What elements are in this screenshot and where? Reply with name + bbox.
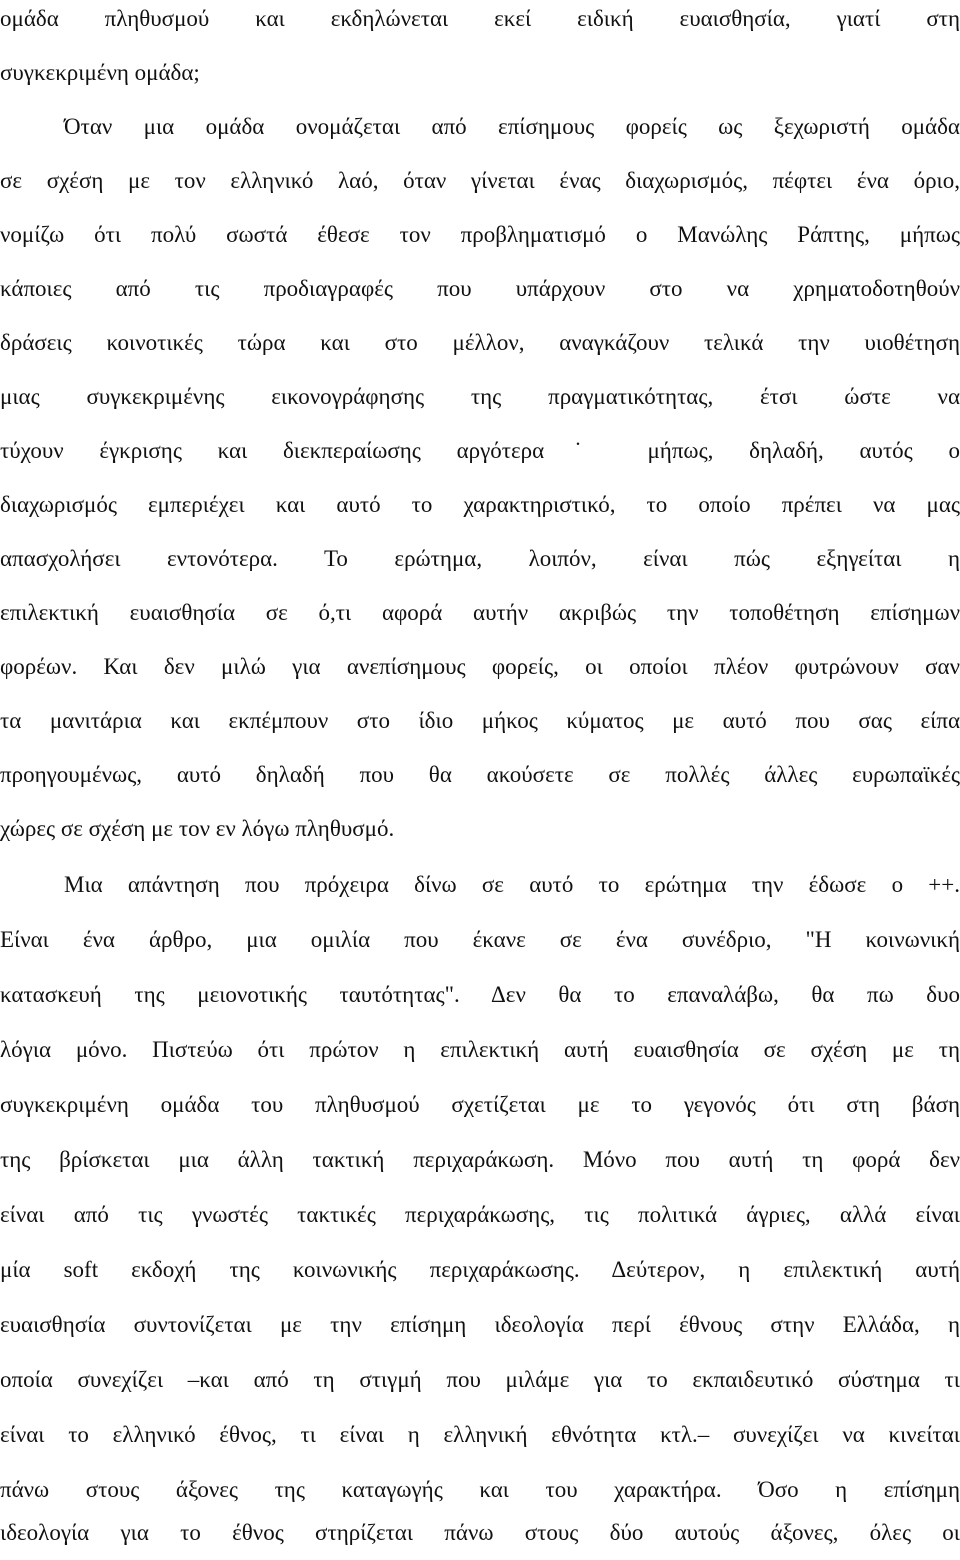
text-line: δράσεις κοινοτικές τώρα και στο μέλλον, αναγκάζουν τελικά την υιοθέτηση — [0, 330, 960, 355]
text-line: διαχωρισμός εμπεριέχει και αυτό το χαρακτηριστικό, το οποίο πρέπει να μας — [0, 492, 960, 517]
text-line: χώρες σε σχέση με τον εν λόγω πληθυσμό. — [0, 816, 395, 841]
text-line: Μια απάντηση που πρόχειρα δίνω σε αυτό το ερώτημα την έδωσε ο ++. — [64, 872, 960, 897]
text-line: Όταν μια ομάδα ονομάζεται από επίσημους φορείς ως ξεχωριστή ομάδα — [64, 114, 960, 139]
text-line: της βρίσκεται μια άλλη τακτική περιχαράκωση. Μόνο που αυτή τη φορά δεν — [0, 1147, 960, 1172]
text-line: ιδεολογία για το έθνος στηρίζεται πάνω στους δύο αυτούς άξονες, όλες οι — [0, 1520, 960, 1545]
text-line: είναι το ελληνικό έθνος, τι είναι η ελληνική εθνότητα κτλ.– συνεχίζει να κινείται — [0, 1422, 960, 1447]
text-line: κατασκευή της μειονοτικής ταυτότητας". Δεν θα το επαναλάβω, θα πω δυο — [0, 982, 960, 1007]
text-line: απασχολήσει εντονότερα. Το ερώτημα, λοιπόν, είναι πώς εξηγείται η — [0, 546, 960, 571]
text-line: νομίζω ότι πολύ σωστά έθεσε τον προβληματισμό ο Μανώλης Ράπτης, μήπως — [0, 222, 960, 247]
text-line: τύχουν έγκρισης και διεκπεραίωσης αργότερα˙ μήπως, δηλαδή, αυτός ο — [0, 438, 960, 463]
text-line: συγκεκριμένη ομάδα; — [0, 60, 200, 85]
text-line: μία soft εκδοχή της κοινωνικής περιχαράκωσης. Δεύτερον, η επιλεκτική αυτή — [0, 1257, 960, 1282]
text-line: συγκεκριμένη ομάδα του πληθυσμού σχετίζεται με το γεγονός ότι στη βάση — [0, 1092, 960, 1117]
text-line: σε σχέση με τον ελληνικό λαό, όταν γίνεται ένας διαχωρισμός, πέφτει ένα όριο, — [0, 168, 960, 193]
text-line: οποία συνεχίζει –και από τη στιγμή που μιλάμε για το εκπαιδευτικό σύστημα τι — [0, 1367, 960, 1392]
text-line: τα μανιτάρια και εκπέμπουν στο ίδιο μήκος κύματος με αυτό που σας είπα — [0, 708, 960, 733]
text-line: πάνω στους άξονες της καταγωγής και του χαρακτήρα. Όσο η επίσημη — [0, 1477, 960, 1502]
text-line: προηγουμένως, αυτό δηλαδή που θα ακούσετε σε πολλές άλλες ευρωπαϊκές — [0, 762, 960, 787]
text-line: ευαισθησία συντονίζεται με την επίσημη ιδεολογία περί έθνους στην Ελλάδα, η — [0, 1312, 960, 1337]
text-line: επιλεκτική ευαισθησία σε ό,τι αφορά αυτήν ακριβώς την τοποθέτηση επίσημων — [0, 600, 960, 625]
text-line: Είναι ένα άρθρο, μια ομιλία που έκανε σε ένα συνέδριο, "Η κοινωνική — [0, 927, 960, 952]
text-line: μιας συγκεκριμένης εικονογράφησης της πραγματικότητας, έτσι ώστε να — [0, 384, 960, 409]
text-line: ομάδα πληθυσμού και εκδηλώνεται εκεί ειδική ευαισθησία, γιατί στη — [0, 6, 960, 31]
text-line: είναι από τις γνωστές τακτικές περιχαράκωσης, τις πολιτικά άγριες, αλλά είναι — [0, 1202, 960, 1227]
text-line: φορέων. Και δεν μιλώ για ανεπίσημους φορείς, οι οποίοι πλέον φυτρώνουν σαν — [0, 654, 960, 679]
text-line: λόγια μόνο. Πιστεύω ότι πρώτον η επιλεκτική αυτή ευαισθησία σε σχέση με τη — [0, 1037, 960, 1062]
text-line: κάποιες από τις προδιαγραφές που υπάρχουν στο να χρηματοδοτηθούν — [0, 276, 960, 301]
